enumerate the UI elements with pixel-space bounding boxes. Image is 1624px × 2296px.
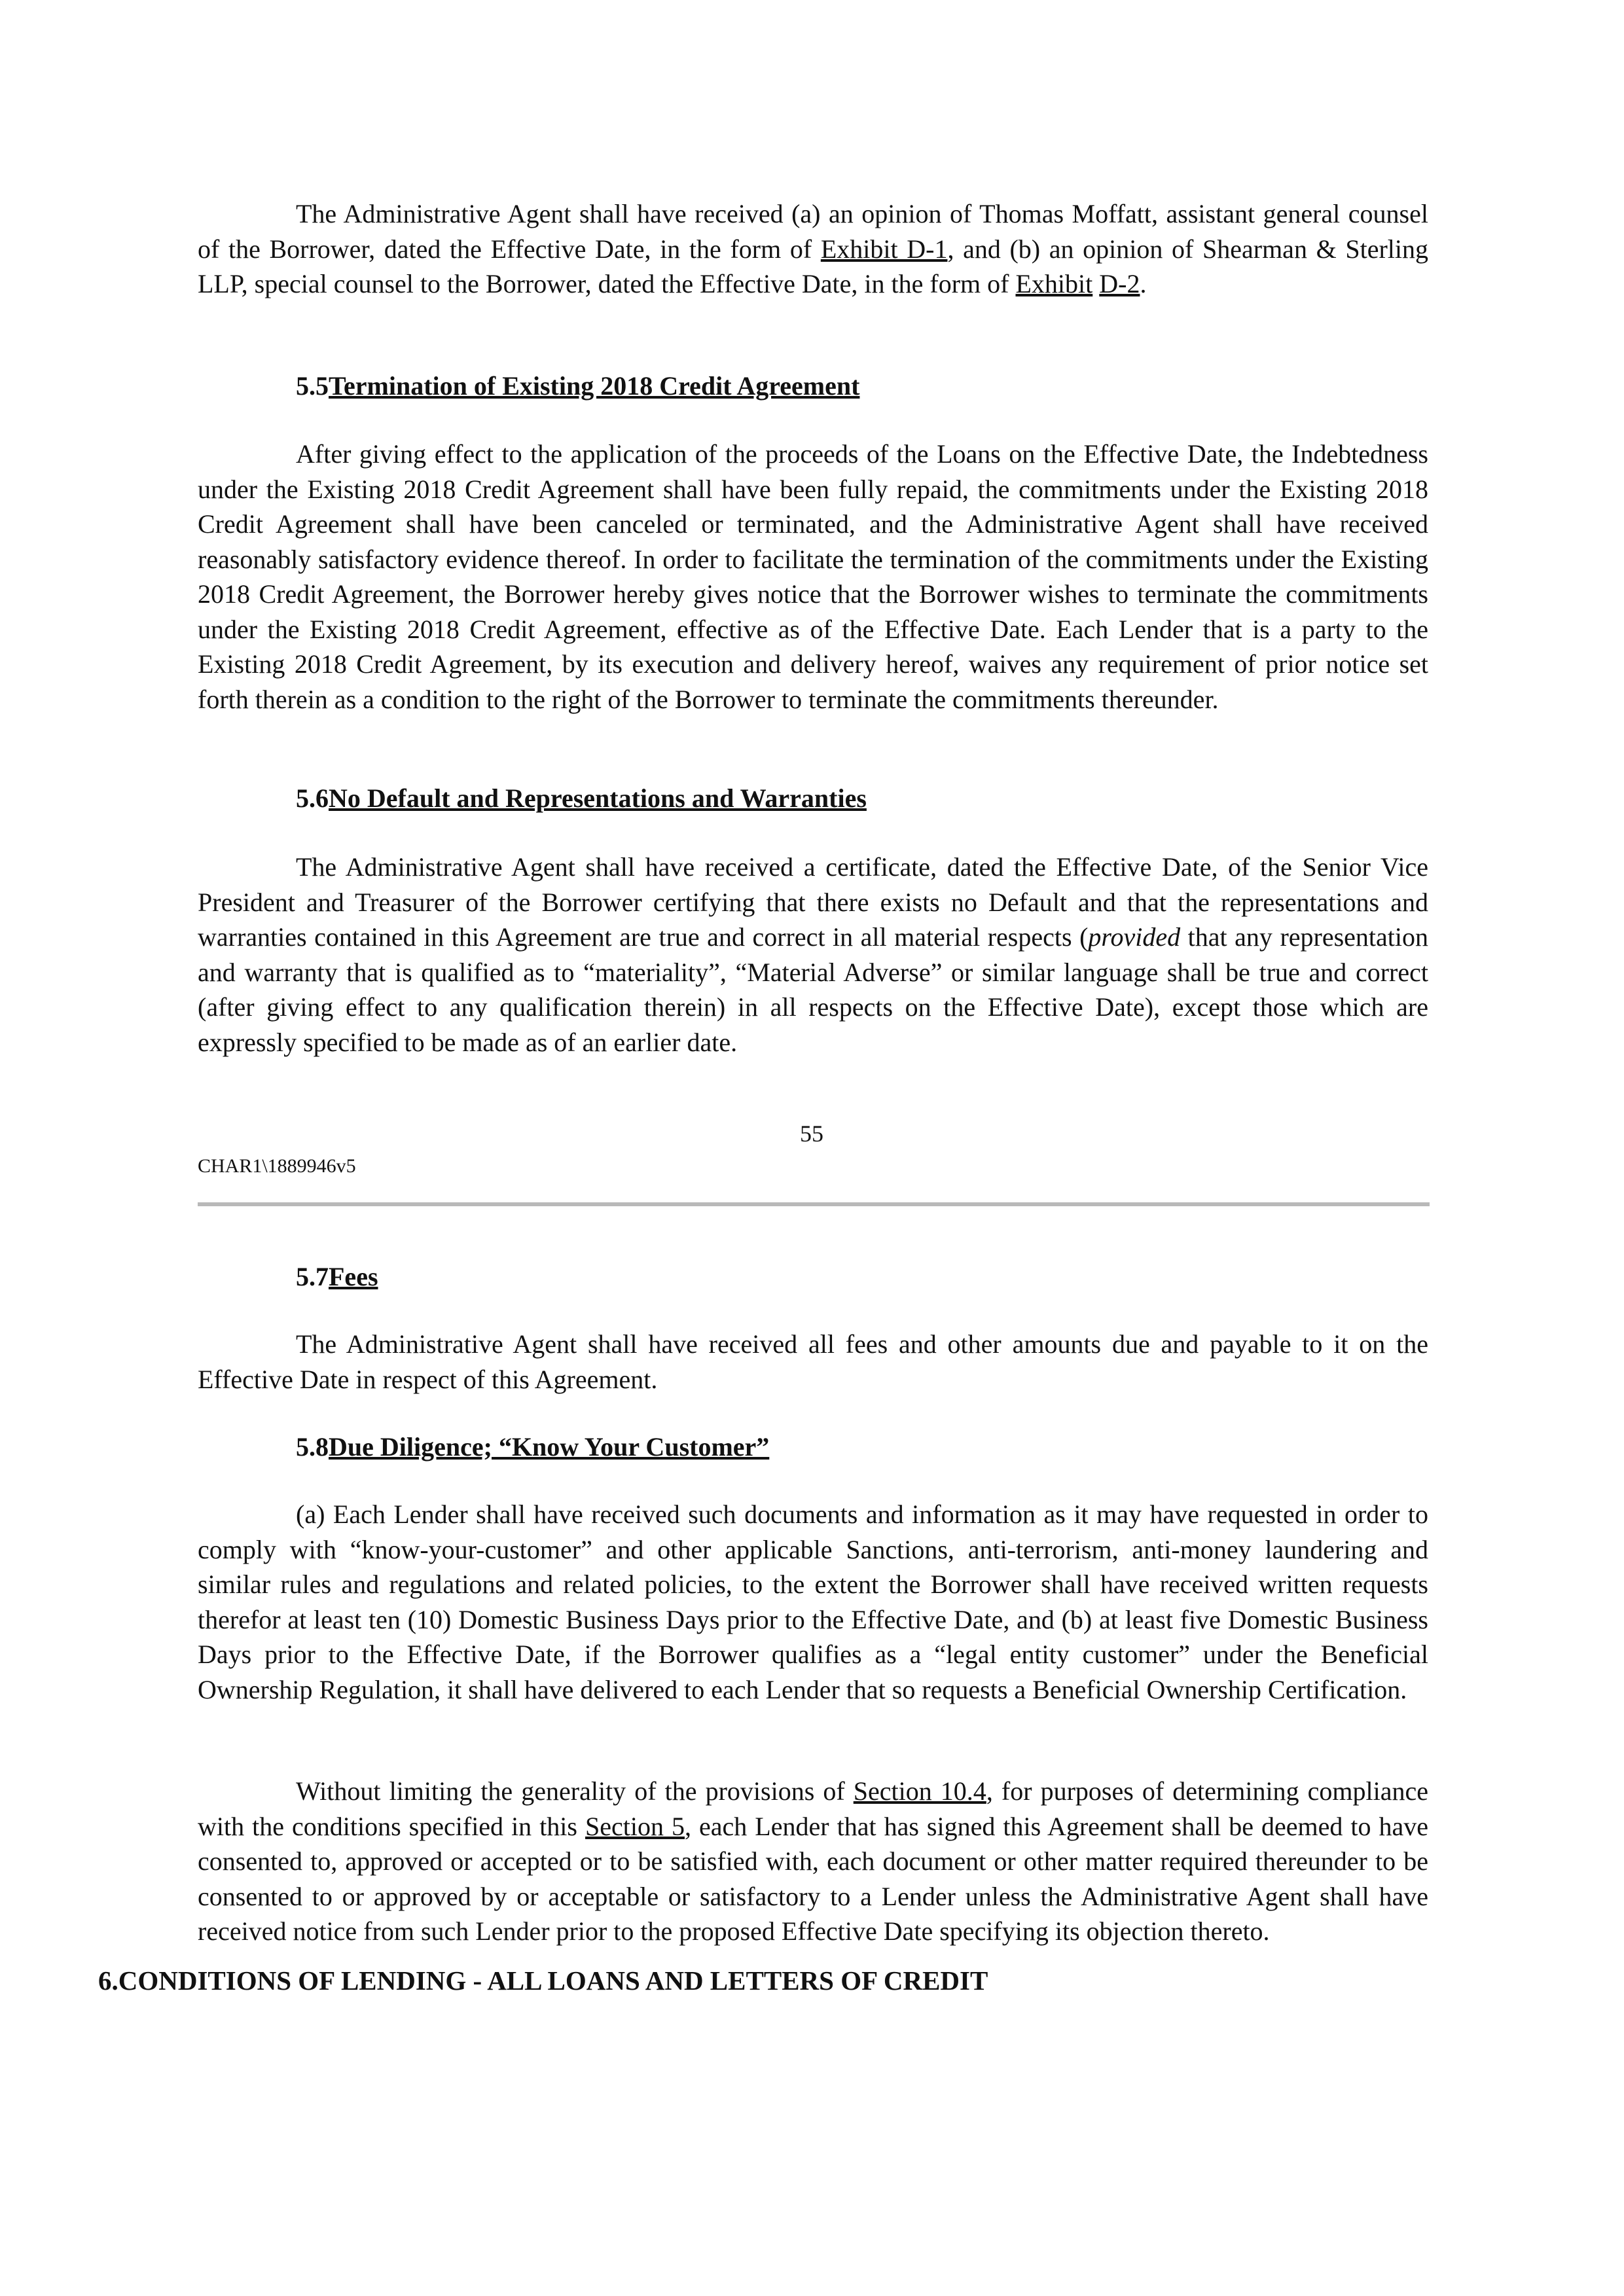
section-5-6-body: The Administrative Agent shall have received a certificate, dated the Effective Date, of the Senior Vice President and Treasurer of the Borrower certifying that there exists no Default and that the representations and warranties contained in this Agreement are true and correct in all material respects (provided that any representation and warranty that is qualified as to “materiality”, “Material Adverse” or similar language shall be true and correct (after giving effect to any qualification therein) in all respects on the Effective Date), except those which are expressly specified to be made as of an earlier date.: [198, 852, 1429, 1057]
provided-term: provided: [1088, 922, 1181, 952]
opinion-text-2: , and (b) an opinion of Shearman & Sterling LLP, special counsel to the Borrower, dated the Effective Date, in the form of: [198, 234, 1428, 298]
section-number: 5.5: [296, 371, 329, 401]
section-5-8-body: [198, 1497, 1428, 1707]
page-break-rule: [198, 1202, 1430, 1206]
document-id: CHAR1\1889946v5: [198, 1155, 356, 1177]
section-title: Fees: [329, 1262, 378, 1291]
section-5-8-paragraph-2: Without limiting the generality of the provisions of Section 10.4, for purposes of determining compliance with the conditions specified in this Section 5, each Lender that has signed this Agreement shall be deemed to have consented to, approved or accepted or to be satisfied with, each document or other matter required thereunder to be consented to or approved by or acceptable or satisfactory to a Lender unless the Administrative Agent shall have received notice from such Lender prior to the proposed Effective Date specifying its objection thereto.: [198, 1776, 1429, 1946]
section-5-8-heading: [296, 1429, 769, 1464]
section-title: Termination of Existing 2018 Credit Agreement: [329, 371, 860, 401]
page-number: 55: [800, 1121, 823, 1147]
article-6-heading: 6.CONDITIONS OF LENDING - ALL LOANS AND LETTERS OF CREDIT: [98, 1965, 988, 1996]
exhibit-d2-link[interactable]: D-2: [1099, 269, 1140, 298]
section-number: 5.6: [296, 783, 329, 813]
paragraph: After giving effect to the application of the proceeds of the Loans on the Effective Date, the Indebtedness under the Existing 2018 Credit Agreement shall have been fully repaid, the commitments under the Existing 2018 Credit Agreement shall have been canceled or terminated, and the Administrative Agent shall have received reasonably satisfactory evidence thereof. In order to facilitate the termination of the commitments under the Existing 2018 Credit Agreement, the Borrower hereby gives notice that the Borrower wishes to terminate the commitments under the Existing 2018 Credit Agreement, effective as of the Effective Date. Each Lender that is a party to the Existing 2018 Credit Agreement, by its execution and delivery hereof, waives any requirement of prior notice set forth therein as a condition to the right of the Borrower to terminate the commitments thereunder.: [198, 439, 1428, 714]
section-10-4-link[interactable]: Section 10.4: [853, 1776, 986, 1806]
exhibit-link[interactable]: Exhibit: [1015, 269, 1093, 298]
section-5-5-heading: [296, 368, 859, 403]
section-title: No Default and Representations and Warranties: [329, 783, 867, 813]
exhibit-d1-link[interactable]: Exhibit D-1: [820, 234, 948, 264]
section-5-6-heading: [296, 781, 867, 816]
section-5-5-body: [198, 437, 1428, 717]
paragraph: (a) Each Lender shall have received such documents and information as it may have requested in order to comply with “know-your-customer” and other applicable Sanctions, anti-terrorism, anti-money laundering and similar rules and regulations and related policies, to the extent the Borrower shall have received written requests therefor at least ten (10) Domestic Business Days prior to the Effective Date, and (b) at least five Domestic Business Days prior to the Effective Date, if the Borrower qualifies as a “legal entity customer” under the Beneficial Ownership Regulation, it shall have delivered to each Lender that so requests a Beneficial Ownership Certification.: [198, 1499, 1428, 1704]
section-number: 5.7: [296, 1262, 329, 1291]
section-number: 5.8: [296, 1432, 329, 1462]
section-5-7-body: [198, 1327, 1428, 1397]
section-5-7-heading: [296, 1259, 378, 1294]
section-5-link[interactable]: Section 5: [585, 1811, 685, 1841]
paragraph: The Administrative Agent shall have received all fees and other amounts due and payable to it on the Effective Date in respect of this Agreement.: [198, 1329, 1428, 1394]
opinion-paragraph: The Administrative Agent shall have received (a) an opinion of Thomas Moffatt, assistant general counsel of the Borrower, dated the Effective Date, in the form of Exhibit D-1, and (b) an opinion of Shearman & Sterling LLP, special counsel to the Borrower, dated the Effective Date, in the form of Exhibit D-2.: [198, 199, 1428, 298]
section-title: Due Diligence; “Know Your Customer”: [329, 1432, 770, 1462]
opinion-text-1: The Administrative Agent shall have received (a) an opinion of Thomas Moffatt, assistant general counsel of the Borrower, dated the Effective Date, in the form of: [198, 199, 1428, 264]
